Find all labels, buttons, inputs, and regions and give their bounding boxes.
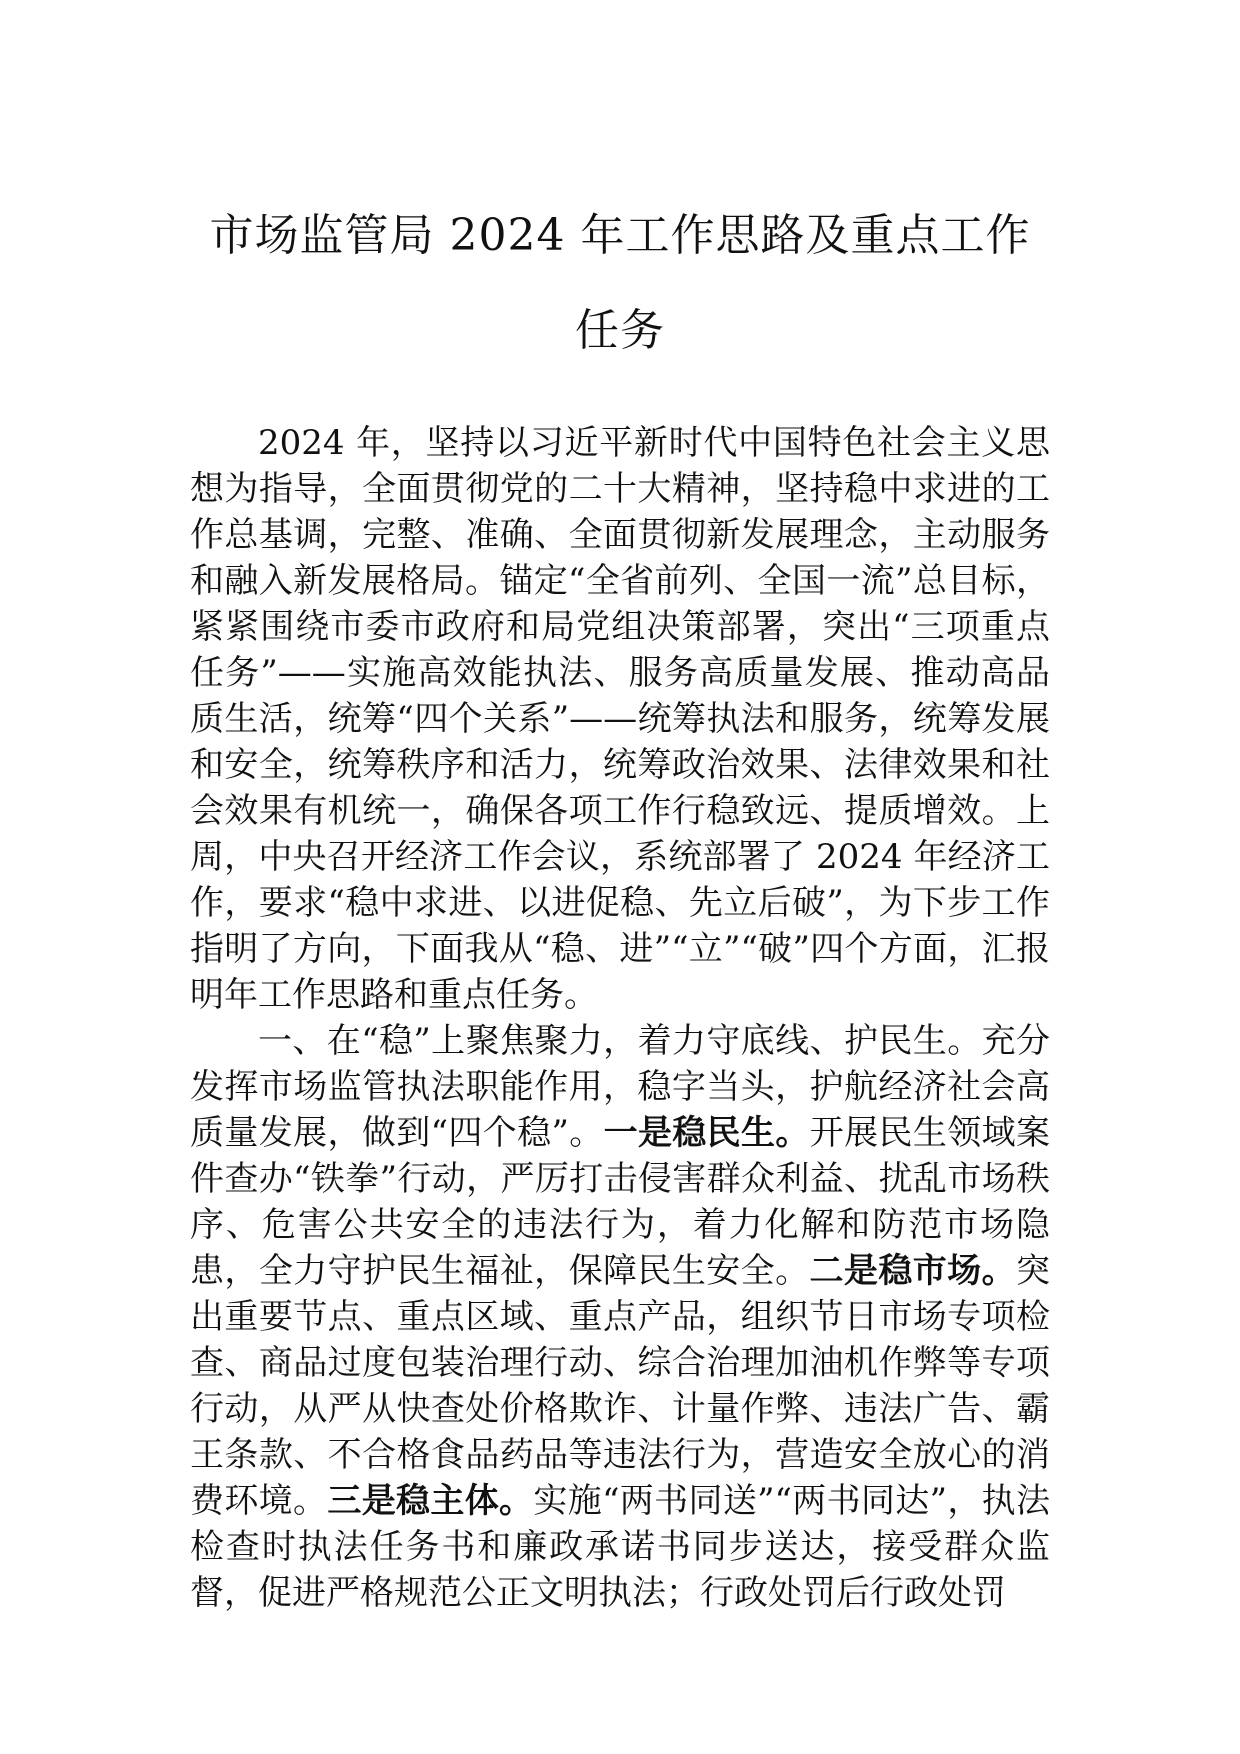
section-1-paragraph: [190, 1018, 1050, 1616]
item-1-text: 开展民生领域案件查办“铁拳”行动，严厉打击侵害群众利益、扰乱市场秩序、危害公共安全的违法行为，着力化解和防范市场隐患，全力守护民生福祉，保障民生安全。: [190, 1113, 1051, 1291]
intro-paragraph: 2024 年，坚持以习近平新时代中国特色社会主义思想为指导，全面贯彻党的二十大精神，坚持稳中求进的工作总基调，完整、准确、全面贯彻新发展理念，主动服务和融入新发展格局。锚定“全省前列、全国一流”总目标，紧紧围绕市委市政府和局党组决策部署，突出“三项重点任务”——实施高效能执法、服务高质量发展、推动高品质生活，统筹“四个关系”——统筹执法和服务，统筹发展和安全，统筹秩序和活力，统筹政治效果、法律效果和社会效果有机统一，确保各项工作行稳致远、提质增效。上周，中央召开经济工作会议，系统部署了 2024 年经济工作，要求“稳中求进、以进促稳、先立后破”，为下步工作指明了方向，下面我从“稳、进”“立”“破”四个方面，汇报明年工作思路和重点任务。: [190, 423, 1050, 1015]
item-2-label: 二是稳市场。: [809, 1251, 1016, 1291]
item-3-text: 实施“两书同送”“两书同达”，执法检查时执法任务书和廉政承诺书同步送达，接受群众监督，促进严格规范公正文明执法；行政处罚后行政处罚: [190, 1481, 1051, 1613]
item-3-label: 三是稳主体。: [327, 1481, 534, 1521]
document-body: [190, 420, 1050, 1616]
item-2-text: 突出重要节点、重点区域、重点产品，组织节日市场专项检查、商品过度包装治理行动、综合治理加油机作弊等专项行动，从严从快查处价格欺诈、计量作弊、违法广告、霸王条款、不合格食品药品等违法行为，营造安全放心的消费环境。: [190, 1251, 1050, 1521]
item-1-label: 一是稳民生。: [603, 1113, 810, 1153]
document-title: 市场监管局 2024 年工作思路及重点工作任务: [209, 210, 1031, 356]
section-1-lead: 充分发挥市场监管执法职能作用，稳字当头，护航经济社会高质量发展，做到“四个稳”。: [190, 1021, 1051, 1153]
section-1-heading: 一、在“稳”上聚焦聚力，着力守底线、护民生。: [258, 1021, 982, 1061]
